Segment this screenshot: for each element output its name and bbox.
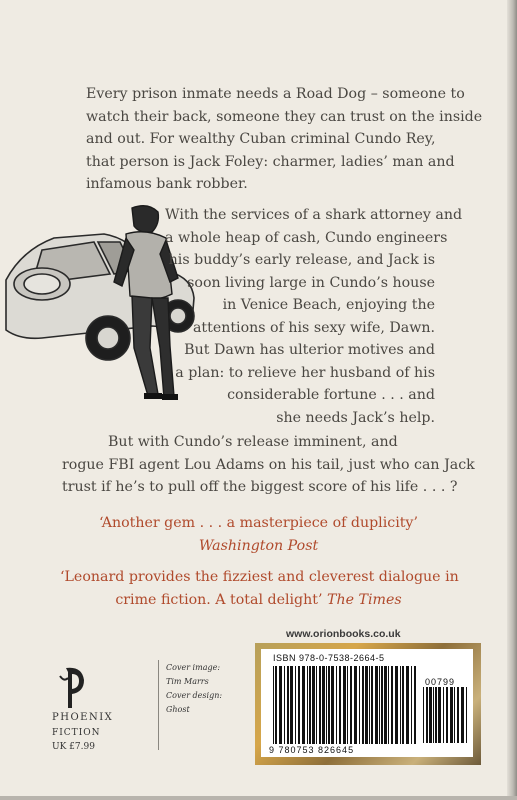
barcode-bar <box>454 687 455 743</box>
barcode-bar <box>414 666 416 744</box>
quote-source: The Times <box>327 591 402 608</box>
barcode-bar <box>359 666 360 744</box>
barcode-bar <box>402 666 404 744</box>
barcode-bar <box>350 666 352 744</box>
barcode-bar <box>391 666 393 744</box>
blurb-line: she needs Jack’s help. <box>276 409 435 426</box>
blurb-line: that person is Jack Foley: charmer, ladies’ man and <box>86 153 455 170</box>
barcode-bar <box>365 666 368 744</box>
barcode-bar <box>354 666 357 744</box>
page-edge <box>507 0 517 800</box>
blurb-line: considerable fortune . . . and <box>227 387 435 403</box>
barcode-bar <box>328 666 330 744</box>
barcode-bar <box>319 666 321 744</box>
blurb-line: Every prison inmate needs a Road Dog – someone to <box>86 86 465 102</box>
barcode-bar <box>287 666 289 744</box>
genre-label: FICTION <box>52 728 101 738</box>
barcode-bar <box>302 666 305 744</box>
barcode-bar <box>388 666 389 744</box>
blurb-line: and out. For wealthy Cuban criminal Cundo Rey, <box>86 131 436 147</box>
barcode-bar <box>295 666 296 744</box>
credit-label: Cover image: <box>166 663 221 672</box>
barcode-bar <box>379 666 380 744</box>
blurb-line: watch their back, someone they can trust on the inside <box>86 108 483 125</box>
barcode-bar <box>339 666 341 744</box>
barcode-bar <box>290 666 293 744</box>
barcode-bar <box>438 687 441 743</box>
barcode-bar <box>273 666 274 744</box>
barcode-bar <box>443 687 444 743</box>
barcode-bar <box>423 687 424 743</box>
blurb-paragraph-3 <box>62 431 475 499</box>
isbn-text: ISBN 978-0-7538-2664-5 <box>273 653 385 663</box>
blurb-paragraph-1 <box>86 83 483 196</box>
barcode-bar <box>279 666 282 744</box>
barcode-bar <box>461 687 464 743</box>
barcode-bar <box>411 666 412 744</box>
blurb-line: a whole heap of cash, Cundo engineers <box>165 229 448 246</box>
blurb-line: a plan: to relieve her husband of his <box>175 364 435 381</box>
blurb-line: his buddy’s early release, and Jack is <box>168 252 435 268</box>
ean-digits: 9 780753 826645 <box>269 745 355 755</box>
barcode-bar <box>275 666 277 744</box>
publisher-url: www.orionbooks.co.uk <box>286 628 401 640</box>
barcode-bar <box>446 687 448 743</box>
price-label: UK £7.99 <box>52 742 95 752</box>
barcode-bar <box>384 666 387 744</box>
quote-text: ‘Another gem . . . a masterpiece of duplicity’ <box>99 515 418 531</box>
page-bottom-edge <box>0 796 517 800</box>
price-addon-digits: 00799 <box>425 677 456 687</box>
barcode-bar <box>426 687 428 743</box>
credit-label: Cover design: <box>166 691 223 700</box>
barcode-bar <box>429 687 432 743</box>
blurb-line: attentions of his sexy wife, Dawn. <box>192 319 435 336</box>
credit-value: Ghost <box>166 705 190 714</box>
barcode-bar <box>375 666 378 744</box>
barcode-bar <box>331 666 334 744</box>
footer-divider <box>158 660 159 750</box>
blurb-line: infamous bank robber. <box>86 176 248 192</box>
blurb-line: soon living large in Cundo’s house <box>187 274 435 291</box>
barcode-bar <box>362 666 364 744</box>
blurb-line: But with Cundo’s release imminent, and <box>108 434 398 450</box>
barcode-bar <box>395 666 398 744</box>
barcode-panel <box>255 643 481 765</box>
blurb-line: in Venice Beach, enjoying the <box>222 297 435 313</box>
quote-text: crime fiction. A total delight’ <box>115 591 323 608</box>
barcode-label <box>261 649 473 757</box>
barcode-bar <box>322 666 325 744</box>
blurb-line: With the services of a shark attorney and <box>165 207 463 223</box>
barcode-bar <box>406 666 409 744</box>
quote-text: ‘Leonard provides the fizziest and cleverest dialogue in <box>60 569 459 585</box>
blurb-line: rogue FBI agent Lou Adams on his tail, just who can Jack <box>62 456 475 473</box>
barcode-bar <box>298 666 300 744</box>
imprint-name: PHOENIX <box>52 712 114 723</box>
barcode-bar <box>466 687 467 743</box>
barcode-bar <box>400 666 401 744</box>
blurb-line: trust if he’s to pull off the biggest score of his life . . . ? <box>62 479 458 495</box>
barcode-bar <box>457 687 459 743</box>
review-quote-1 <box>60 512 457 557</box>
barcode-bar <box>336 666 337 744</box>
barcode-bar <box>326 666 327 744</box>
barcode-bar <box>312 666 315 744</box>
barcode-bar <box>309 666 311 744</box>
blurb-paragraph-2 <box>165 204 463 429</box>
barcode-bar <box>369 666 370 744</box>
barcode-bar <box>435 687 437 743</box>
addon-barcode <box>423 687 469 743</box>
blurb-line: But Dawn has ulterior motives and <box>184 342 435 358</box>
barcode-bar <box>284 666 285 744</box>
barcode-bar <box>347 666 348 744</box>
barcode-bar <box>316 666 317 744</box>
credit-value: Tim Marrs <box>166 677 209 686</box>
review-quote-2 <box>60 566 457 611</box>
barcode-bar <box>371 666 373 744</box>
barcode-bar <box>381 666 383 744</box>
phoenix-logo-icon <box>52 664 92 710</box>
barcode-bar <box>343 666 346 744</box>
quote-source: Washington Post <box>198 537 319 554</box>
barcode-bar <box>450 687 453 743</box>
barcode-bar <box>433 687 434 743</box>
ean-barcode <box>273 666 417 744</box>
barcode-bar <box>307 666 308 744</box>
